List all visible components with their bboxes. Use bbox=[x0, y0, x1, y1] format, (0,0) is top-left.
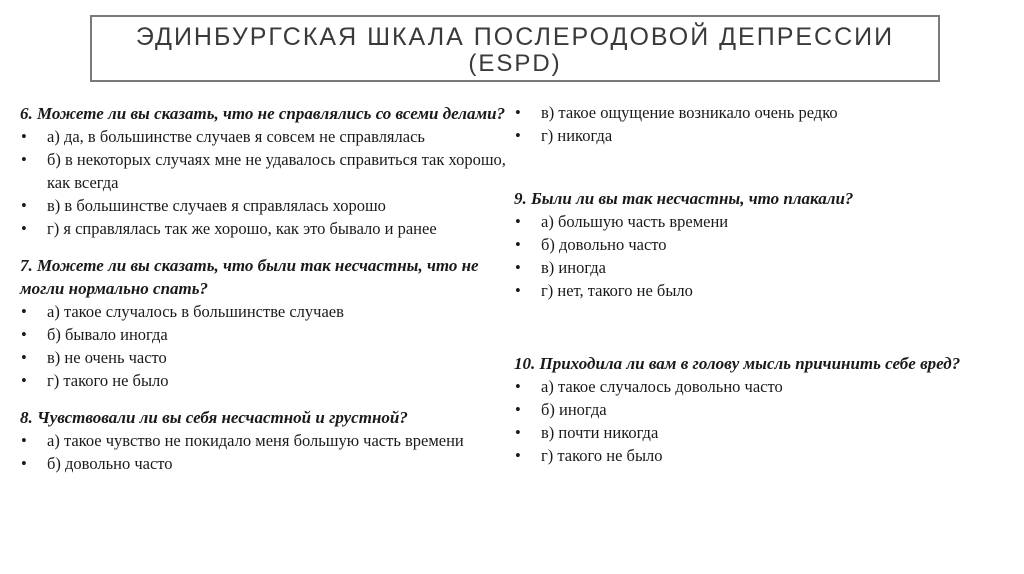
answer-6a: • а) да, в большинстве случаев я совсем не справлялась bbox=[20, 125, 512, 148]
answer-10c: • в) почти никогда bbox=[514, 421, 1014, 444]
question-9-block bbox=[514, 187, 1014, 302]
question-8-block bbox=[20, 406, 512, 475]
left-column bbox=[20, 102, 512, 489]
title-box bbox=[90, 15, 940, 82]
answer-8c: • в) такое ощущение возникало очень редко bbox=[514, 101, 1014, 124]
question-6: 6. Можете ли вы сказать, что не справлялись со всеми делами? bbox=[20, 104, 506, 123]
answer-6b: • б) в некоторых случаях мне не удавалось справиться так хорошо, как всегда bbox=[20, 148, 512, 194]
question-9: 9. Были ли вы так несчастны, что плакали? bbox=[514, 189, 854, 208]
answer-8b: • б) довольно часто bbox=[20, 452, 512, 475]
question-8-continued bbox=[514, 101, 1014, 147]
answer-9c: • в) иногда bbox=[514, 256, 1014, 279]
answer-7a: • а) такое случалось в большинстве случаев bbox=[20, 300, 512, 323]
answer-10a: • а) такое случалось довольно часто bbox=[514, 375, 1014, 398]
question-10: 10. Приходила ли вам в голову мысль причинить себе вред? bbox=[514, 354, 961, 373]
answer-7c: • в) не очень часто bbox=[20, 346, 512, 369]
answer-8d: • г) никогда bbox=[514, 124, 1014, 147]
question-10-block bbox=[514, 352, 1014, 467]
question-6-block bbox=[20, 102, 512, 240]
question-7-answers bbox=[20, 300, 512, 392]
question-7-block bbox=[20, 254, 512, 392]
page-title: ЭДИНБУРГСКАЯ ШКАЛА ПОСЛЕРОДОВОЙ ДЕПРЕССИИ bbox=[135, 23, 895, 51]
question-8: 8. Чувствовали ли вы себя несчастной и грустной? bbox=[20, 408, 408, 427]
question-10-answers bbox=[514, 375, 1014, 467]
answer-6c: • в) в большинстве случаев я справлялась хорошо bbox=[20, 194, 512, 217]
question-7: 7. Можете ли вы сказать, что были так несчастны, что не могли нормально спать? bbox=[20, 256, 479, 298]
right-column bbox=[514, 101, 1014, 481]
question-8-answers-continued bbox=[514, 101, 1014, 147]
answer-10b: • б) иногда bbox=[514, 398, 1014, 421]
page-subtitle: (ESPD) bbox=[468, 50, 562, 77]
question-9-answers bbox=[514, 210, 1014, 302]
answer-9a: • а) большую часть времени bbox=[514, 210, 1014, 233]
question-6-answers bbox=[20, 125, 512, 240]
answer-9d: • г) нет, такого не было bbox=[514, 279, 1014, 302]
answer-8a: • а) такое чувство не покидало меня большую часть времени bbox=[20, 429, 512, 452]
answer-7d: • г) такого не было bbox=[20, 369, 512, 392]
question-8-answers bbox=[20, 429, 512, 475]
answer-6d: • г) я справлялась так же хорошо, как это бывало и ранее bbox=[20, 217, 512, 240]
answer-7b: • б) бывало иногда bbox=[20, 323, 512, 346]
answer-10d: • г) такого не было bbox=[514, 444, 1014, 467]
answer-9b: • б) довольно часто bbox=[514, 233, 1014, 256]
